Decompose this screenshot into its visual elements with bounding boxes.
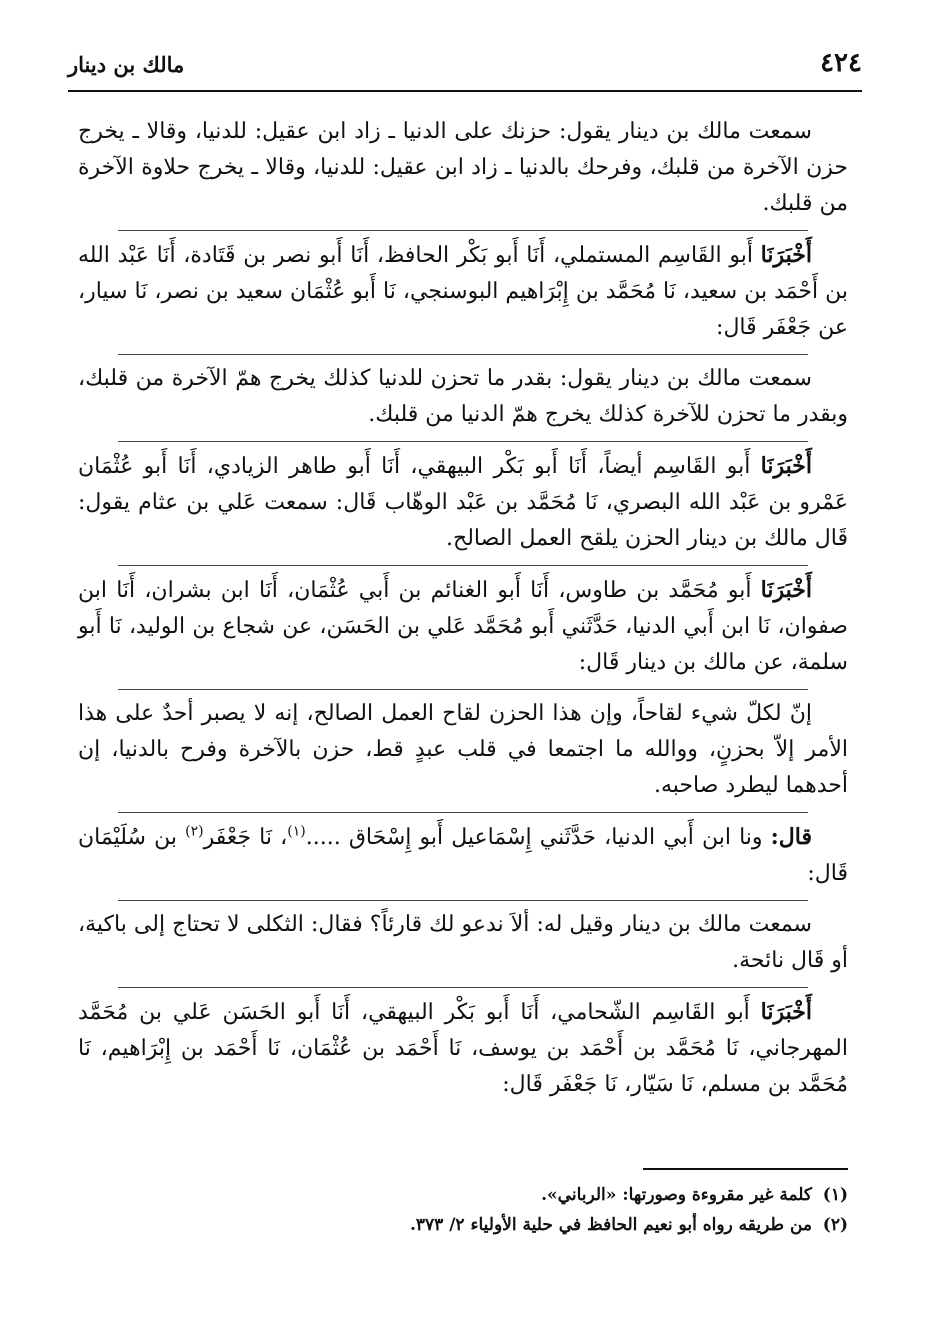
paragraph-divider — [118, 565, 808, 566]
paragraph-divider — [118, 900, 808, 901]
paragraph-7-text-b: ، نَا جَعْفَر — [203, 825, 288, 850]
footnote-2 — [78, 1210, 848, 1240]
paragraph-6-text: إنّ لكلّ شيء لقاحاً، وإن هذا الحزن لقاح العمل الصالح، إنه لا يصبر أحدٌ على هذا الأمر إلاّ بحزنٍ، ووالله ما اجتمعا في قلب عبدٍ قط، حزن بالآخرة وفرح بالدنيا، إن أحدهما ليطرد صاحبه. — [78, 701, 848, 798]
body-text — [78, 114, 848, 1109]
paragraph-divider — [118, 812, 808, 813]
footnote-1-number: (١) — [822, 1185, 848, 1205]
footnote-list — [78, 1180, 848, 1240]
paragraph-divider — [118, 441, 808, 442]
paragraph-8 — [78, 907, 848, 979]
paragraph-4-text: أَبو القَاسِم أيضاً، أَنَا أَبو بَكْر البيهقي، أَنَا أَبو طاهر الزيادي، أَنَا أَبو عُثْمَان عَمْرو بن عَبْد الله البصري، نَا مُحَمَّد بن عَبْد الوهّاب قَال: سمعت عَلي بن عثام يقول: قَال مالك بن دينار الحزن يلقح العمل الصالح. — [78, 454, 848, 551]
paragraph-8-text: سمعت مالك بن دينار وقيل له: ألاَ ندعو لك قارئاً؟ فقال: الثكلى لا تحتاج إلى باكية، أو قَال نائحة. — [78, 912, 848, 973]
footnote-1 — [78, 1180, 848, 1210]
paragraph-5-text: أَبو مُحَمَّد بن طاوس، أَنَا أَبو الغنائم بن أَبي عُثْمَان، أَنَا ابن بشران، أَنَا ابن صفوان، نَا ابن أَبي الدنيا، حَدَّثَني أَبو مُحَمَّد عَلي بن الحَسَن، عن شجاع بن الوليد، نَا أَبو سلمة، عن مالك بن دينار قَال: — [78, 578, 848, 675]
paragraph-divider — [118, 689, 808, 690]
paragraph-4 — [78, 448, 848, 557]
paragraph-1-text: سمعت مالك بن دينار يقول: حزنك على الدنيا ـ زاد ابن عقيل: للدنيا، وقالا ـ يخرج حزن الآخرة من قلبك، وفرحك بالدنيا ـ زاد ابن عقيل: للدنيا، وقالا ـ يخرج حلاوة الآخرة من قلبك. — [78, 119, 848, 216]
page-number: ٤٢٤ — [820, 48, 862, 78]
paragraph-9-lead: أَخْبَرَنَا — [760, 999, 812, 1025]
page-header — [68, 46, 862, 92]
paragraph-3-text: سمعت مالك بن دينار يقول: بقدر ما تحزن للدنيا كذلك يخرج همّ الآخرة من قلبك، وبقدر ما تحزن للآخرة كذلك يخرج همّ الدنيا من قلبك. — [78, 366, 848, 427]
footnote-2-number: (٢) — [822, 1215, 848, 1235]
footnote-1-text: كلمة غير مقروءة وصورتها: «الرباني». — [541, 1185, 812, 1205]
footnote-2-text: من طريقه رواه أبو نعيم الحافظ في حلية الأولياء ٢/ ٣٧٣. — [409, 1215, 812, 1235]
paragraph-7-lead: قال: — [770, 824, 812, 850]
paragraph-5 — [78, 572, 848, 681]
paragraph-2-lead: أَخْبَرَنَا — [760, 242, 812, 268]
paragraph-divider — [118, 354, 808, 355]
paragraph-7 — [78, 819, 848, 892]
footnote-ref-1: (١) — [287, 823, 306, 840]
paragraph-1 — [78, 114, 848, 222]
paragraph-5-lead: أَخْبَرَنَا — [760, 577, 812, 603]
paragraph-2-text: أَبو القَاسِم المستملي، أَنَا أَبو بَكْر الحافظ، أَنَا أَبو نصر بن قَتَادة، أَنَا عَبْد الله بن أَحْمَد بن سعيد، نَا مُحَمَّد بن إِبْرَاهيم البوسنجي، نَا أَبو عُثْمَان سعيد بن نصر، نَا سيار، عن جَعْفَر قَال: — [78, 243, 848, 340]
paragraph-4-lead: أَخْبَرَنَا — [760, 453, 812, 479]
footnote-ref-2: (٢) — [185, 823, 204, 840]
paragraph-2 — [78, 237, 848, 346]
paragraph-divider — [118, 230, 808, 231]
paragraph-7-text-c: بن سُلَيْمَان قَال: — [78, 825, 848, 886]
paragraph-6 — [78, 696, 848, 804]
paragraph-9 — [78, 994, 848, 1103]
paragraph-7-text-a: ونا ابن أَبي الدنيا، حَدَّثَني إِسْمَاعيل أَبو إِسْحَاق ..... — [305, 825, 771, 850]
footnote-rule — [643, 1168, 848, 1170]
paragraph-9-text: أَبو القَاسِم الشّحامي، أَنَا أَبو بَكْر البيهقي، أَنَا أَبو الحَسَن عَلي بن مُحَمَّد المهرجاني، نَا مُحَمَّد بن أَحْمَد بن يوسف، نَا أَحْمَد بن عُثْمَان، نَا أَحْمَد بن إِبْرَاهيم، نَا مُحَمَّد بن مسلم، نَا سَيّار، نَا جَعْفَر قَال: — [78, 1000, 848, 1097]
paragraph-3 — [78, 361, 848, 433]
running-title: مالك بن دينار — [68, 52, 185, 77]
paragraph-divider — [118, 987, 808, 988]
